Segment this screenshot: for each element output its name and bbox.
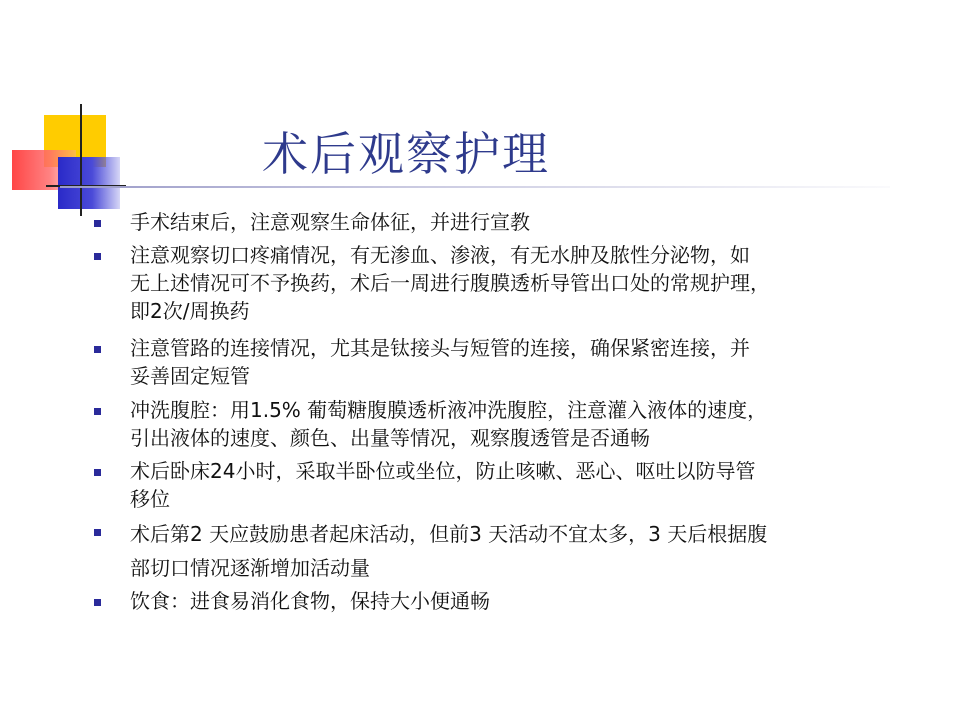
text-line: 无上述情况可不予换药，术后一周进行腹膜透析导管出口处的常规护理， xyxy=(130,271,770,295)
vertical-line-decoration xyxy=(80,104,82,216)
list-item-text xyxy=(130,587,900,615)
text-line: 移位 xyxy=(130,487,170,511)
title-underline xyxy=(60,186,890,188)
slide-title: 术后观察护理 xyxy=(262,127,550,181)
text-line: 注意观察切口疼痛情况，有无渗血、渗液，有无水肿及脓性分泌物，如 xyxy=(130,243,750,267)
blue-square-decoration xyxy=(58,157,120,209)
text-line: 部切口情况逐渐增加活动量 xyxy=(130,556,370,580)
list-item-text xyxy=(130,334,900,390)
list-item-text xyxy=(130,396,900,452)
list-item-text xyxy=(130,517,900,585)
text-line: 饮食：进食易消化食物，保持大小便通畅 xyxy=(130,589,490,613)
list-item-text xyxy=(130,208,900,236)
bullet-marker xyxy=(94,253,101,260)
text-line: 注意管路的连接情况，尤其是钛接头与短管的连接，确保紧密连接，并 xyxy=(130,336,750,360)
text-line: 手术结束后，注意观察生命体征，并进行宣教 xyxy=(130,210,530,234)
text-line: 术后卧床24小时，采取半卧位或坐位，防止咳嗽、恶心、呕吐以防导管 xyxy=(130,459,756,483)
text-line: 术后第2 天应鼓励患者起床活动，但前3 天活动不宜太多，3 天后根据腹 xyxy=(130,522,768,546)
list-item-text xyxy=(130,241,900,325)
bullet-marker xyxy=(94,469,101,476)
text-line: 引出液体的速度、颜色、出量等情况，观察腹透管是否通畅 xyxy=(130,426,650,450)
bullet-marker xyxy=(94,599,101,606)
text-line: 即2次/周换药 xyxy=(130,299,250,323)
corner-decoration xyxy=(0,0,140,230)
bullet-marker xyxy=(94,408,101,415)
bullet-marker xyxy=(94,529,101,536)
bullet-marker xyxy=(94,346,101,353)
text-line: 冲洗腹腔：用1.5% 葡萄糖腹膜透析液冲洗腹腔，注意灌入液体的速度， xyxy=(130,398,768,422)
bullet-marker xyxy=(94,220,101,227)
list-item-text xyxy=(130,457,900,513)
text-line: 妥善固定短管 xyxy=(130,364,250,388)
